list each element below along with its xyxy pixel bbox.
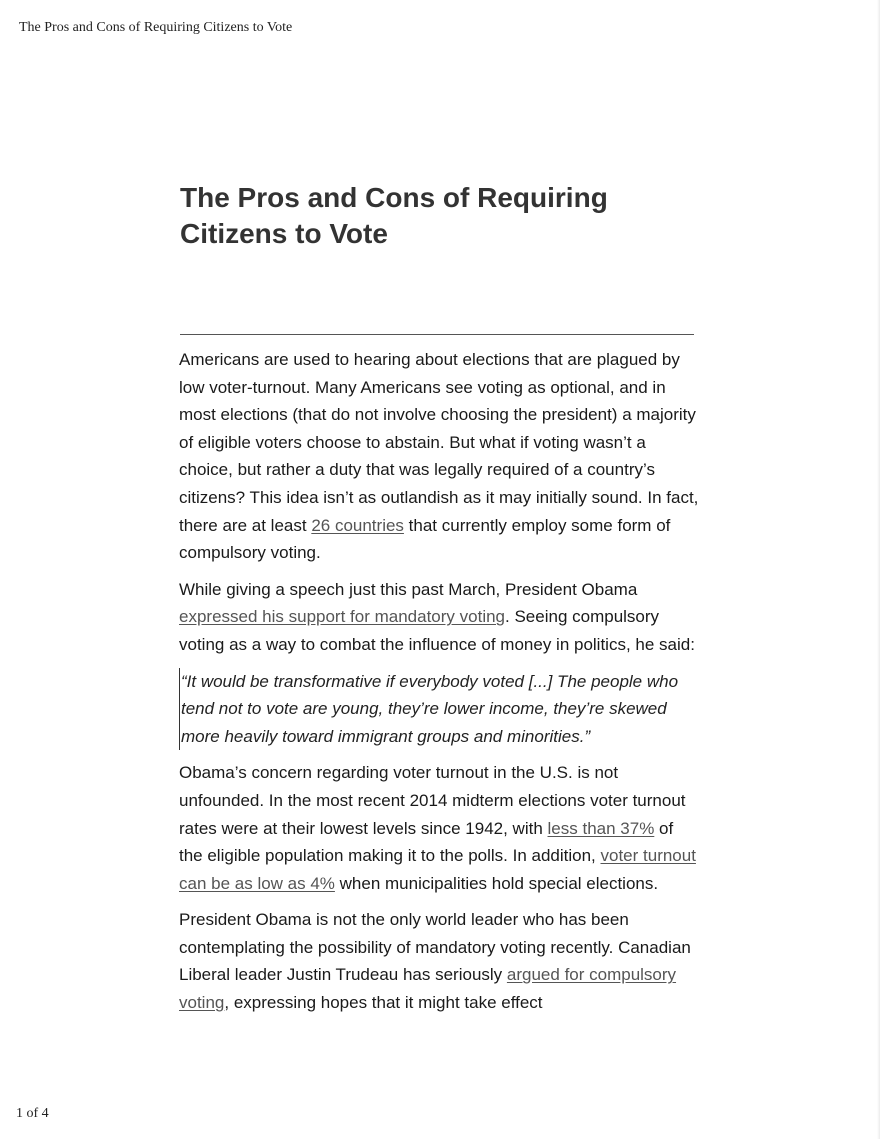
article-title: The Pros and Cons of Requiring Citizens to Vote bbox=[180, 182, 608, 249]
paragraph-3-text-b: of the eligible population making it to the polls. In addition, bbox=[179, 818, 674, 866]
paragraph-2-text-a: While giving a speech just this past March, President Obama bbox=[179, 579, 638, 599]
paragraph-2-text-b: . Seeing compulsory voting as a way to combat the influence of money in politics, he said: bbox=[179, 607, 695, 654]
title-divider bbox=[180, 334, 694, 335]
paragraph-4-text-b: , expressing hopes that it might take effect bbox=[224, 993, 543, 1013]
paragraph-4 bbox=[179, 906, 699, 1016]
link-argued-for-compulsory-voting[interactable]: argued for compulsory voting bbox=[179, 965, 677, 1013]
paragraph-1 bbox=[179, 346, 699, 567]
obama-quote: “It would be transformative if everybody voted [...] The people who tend not to vote are young, they’re lower income, they’re skewed more heavily toward immigrant groups and minorities.” bbox=[179, 668, 699, 751]
paragraph-3-text-a: Obama’s concern regarding voter turnout in the U.S. is not unfounded. In the most recent 2014 midterm elections voter turnout rates were at their lowest levels since 1942, with bbox=[179, 763, 686, 838]
link-voter-turnout-4-percent[interactable]: voter turnout can be as low as 4% bbox=[179, 846, 696, 893]
article-body bbox=[179, 346, 699, 1026]
paragraph-2 bbox=[179, 576, 699, 659]
link-26-countries[interactable]: 26 countries bbox=[311, 515, 404, 535]
paragraph-3-text-c: when municipalities hold special elections. bbox=[334, 873, 659, 893]
paragraph-4-text-a: President Obama is not the only world leader who has been contemplating the possibility of mandatory voting recently. Canadian Liberal leader Justin Trudeau has seriously bbox=[179, 910, 691, 985]
article-header bbox=[180, 180, 695, 252]
paragraph-1-text-a: Americans are used to hearing about elections that are plagued by low voter-turnout. Many Americans see voting as optional, and in most elections (that do not involve choosing the president) a majority of eligible voters choose to abstain. But what if voting wasn’t a choice, but rather a duty that was legally required of a country’s citizens? This idea isn’t as outlandish as it may initially sound. In fact, there are at least bbox=[179, 350, 699, 535]
link-less-than-37-percent[interactable]: less than 37% bbox=[547, 818, 655, 838]
paragraph-3 bbox=[179, 759, 699, 897]
paragraph-1-text-b: that currently employ some form of compulsory voting. bbox=[179, 515, 671, 563]
link-mandatory-voting-support[interactable]: expressed his support for mandatory voting bbox=[179, 607, 506, 627]
page-indicator: 1 of 4 bbox=[16, 1106, 49, 1121]
running-header: The Pros and Cons of Requiring Citizens to Vote bbox=[19, 20, 293, 35]
